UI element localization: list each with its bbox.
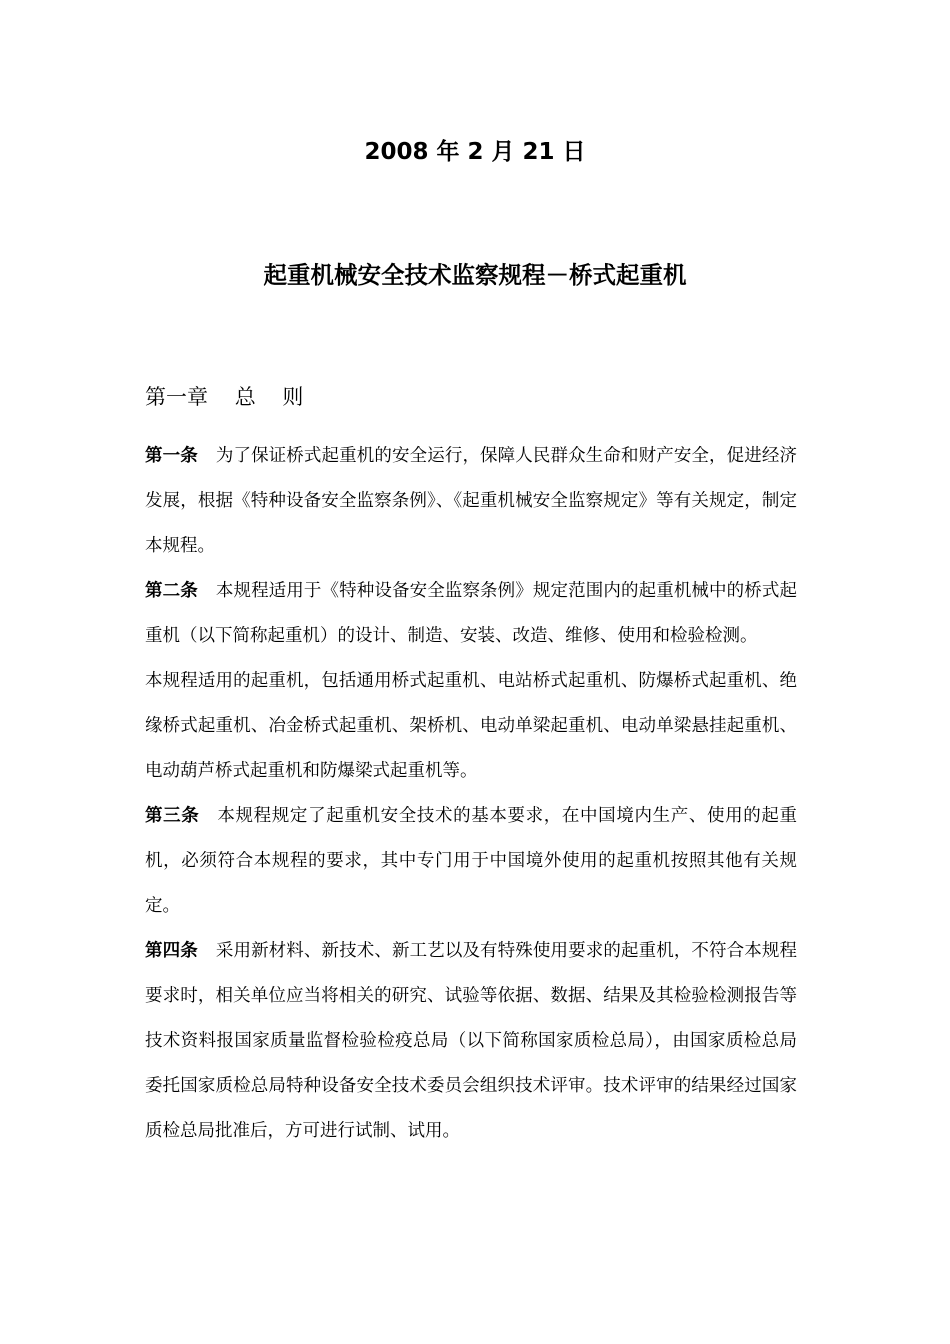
article-text: 本规程规定了起重机安全技术的基本要求，在中国境内生产、使用的起重机，必须符合本规程的要求，其中专门用于中国境外使用的起重机按照其他有关规定。 [145,806,798,916]
article-label: 第一条 [145,446,198,466]
article-text: 为了保证桥式起重机的安全运行，保障人民群众生命和财产安全，促进经济发展，根据《特种设备安全监察条例》、《起重机械安全监察规定》等有关规定，制定本规程。 [145,446,797,556]
article-1 [145,434,797,569]
article-label: 第二条 [145,581,198,601]
article-text: 本规程适用于《特种设备安全监察条例》规定范围内的起重机械中的桥式起重机（以下简称起重机）的设计、制造、安装、改造、维修、使用和检验检测。 [145,581,797,646]
article-3 [145,794,797,929]
article-2 [145,569,797,659]
document-date: 2008 年 2 月 21 日 [364,139,586,165]
document-body [145,434,797,1154]
document-title: 起重机械安全技术监察规程－桥式起重机 [263,261,687,289]
article-text: 本规程适用的起重机，包括通用桥式起重机、电站桥式起重机、防爆桥式起重机、绝缘桥式起重机、冶金桥式起重机、架桥机、电动单梁起重机、电动单梁悬挂起重机、电动葫芦桥式起重机和防爆梁式起重机等。 [145,671,797,781]
article-2-scope [145,659,797,794]
article-text: 采用新材料、新技术、新工艺以及有特殊使用要求的起重机，不符合本规程要求时，相关单位应当将相关的研究、试验等依据、数据、结果及其检验检测报告等技术资料报国家质量监督检验检疫总局（以下简称国家质检总局），由国家质检总局委托国家质检总局特种设备安全技术委员会组织技术评审。技术评审的结果经过国家质检总局批准后，方可进行试制、试用。 [145,941,797,1141]
article-label: 第四条 [145,941,198,961]
article-label: 第三条 [145,806,200,826]
article-4 [145,929,797,1154]
chapter-heading: 第一章 总 则 [145,385,304,409]
